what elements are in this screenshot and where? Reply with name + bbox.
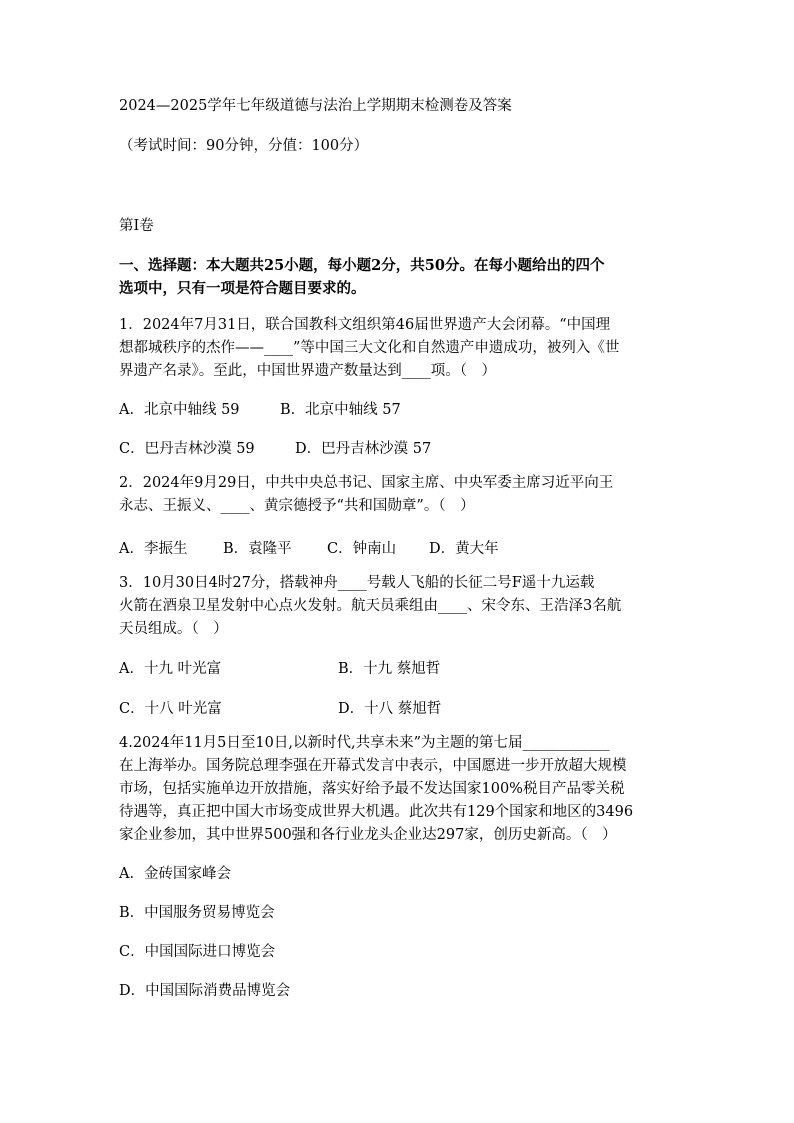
question-3-option-c: C．十八 叶光富 bbox=[119, 701, 222, 717]
question-4-line-5: 家企业参加，其中世界500强和各行业龙头企业达297家，创历史新高。（ ） bbox=[119, 827, 617, 843]
question-1-option-a: A．北京中轴线 59 bbox=[119, 402, 240, 418]
question-2-line-1: 2．2024年9月29日，中共中央总书记、国家主席、中央军委主席习近平向王 bbox=[119, 475, 614, 491]
question-2-option-d: D．黄大年 bbox=[429, 541, 499, 557]
question-4-line-1: 4.2024年11月5日至10日,以新时代,共享未来”为主题的第七届____________ bbox=[119, 735, 610, 751]
question-2-option-b: B．袁隆平 bbox=[223, 541, 292, 557]
question-2-option-c: C．钟南山 bbox=[327, 541, 397, 557]
question-4-option-c: C．中国国际进口博览会 bbox=[119, 944, 276, 960]
question-4-line-3: 市场，包括实施单边开放措施，落实好给予最不发达国家100%税目产品零关税 bbox=[119, 781, 625, 797]
question-2-option-a: A．李振生 bbox=[119, 541, 188, 557]
question-3-line-3: 天员组成。（ ） bbox=[119, 621, 228, 637]
question-1-option-b: B．北京中轴线 57 bbox=[280, 402, 401, 418]
question-3-line-2: 火箭在酒泉卫星发射中心点火发射。航天员乘组由____、宋令东、王浩泽3名航 bbox=[119, 598, 622, 614]
volume-label: 第Ⅰ卷 bbox=[119, 218, 154, 234]
question-1-line-1: 1．2024年7月31日，联合国教科文组织第46届世界遗产大会闭幕。“中国理 bbox=[119, 317, 611, 333]
question-4-line-4: 待遇等，真正把中国大市场变成世界大机遇。此次共有129个国家和地区的3496 bbox=[119, 804, 634, 820]
question-1-option-c: C．巴丹吉林沙漠 59 bbox=[119, 441, 255, 457]
question-3-option-b: B．十九 蔡旭哲 bbox=[338, 661, 441, 677]
section-heading-line-1: 一、选择题：本大题共25小题，每小题2分，共50分。在每小题给出的四个 bbox=[119, 257, 605, 274]
exam-time-note: （考试时间：90分钟，分值：100分） bbox=[119, 138, 369, 154]
section-heading-line-2: 选项中，只有一项是符合题目要求的。 bbox=[119, 280, 366, 297]
question-3-option-d: D．十八 蔡旭哲 bbox=[338, 701, 442, 717]
question-1-line-3: 界遗产名录》。至此，中国世界遗产数量达到____项。（ ） bbox=[119, 363, 496, 379]
question-4-option-d: D．中国国际消费品博览会 bbox=[119, 983, 291, 999]
question-4-line-2: 在上海举办。国务院总理李强在开幕式发言中表示，中国愿进一步开放超大规模 bbox=[119, 758, 627, 774]
question-4-option-b: B．中国服务贸易博览会 bbox=[119, 905, 275, 921]
question-4-option-a: A．金砖国家峰会 bbox=[119, 866, 231, 882]
question-3-option-a: A．十九 叶光富 bbox=[119, 661, 222, 677]
question-1-line-2: 想都城秩序的杰作——____”等中国三大文化和自然遗产申遗成功，被列入《世 bbox=[119, 340, 620, 356]
question-2-line-2: 永志、王振义、____、黄宗德授予“共和国勋章”。（ ） bbox=[119, 498, 475, 514]
question-1-option-d: D．巴丹吉林沙漠 57 bbox=[295, 441, 432, 457]
document-title: 2024—2025学年七年级道德与法治上学期期末检测卷及答案 bbox=[119, 98, 512, 114]
question-3-line-1: 3．10月30日4时27分，搭载神舟____号载人飞船的长征二号F遥十九运载 bbox=[119, 575, 595, 591]
